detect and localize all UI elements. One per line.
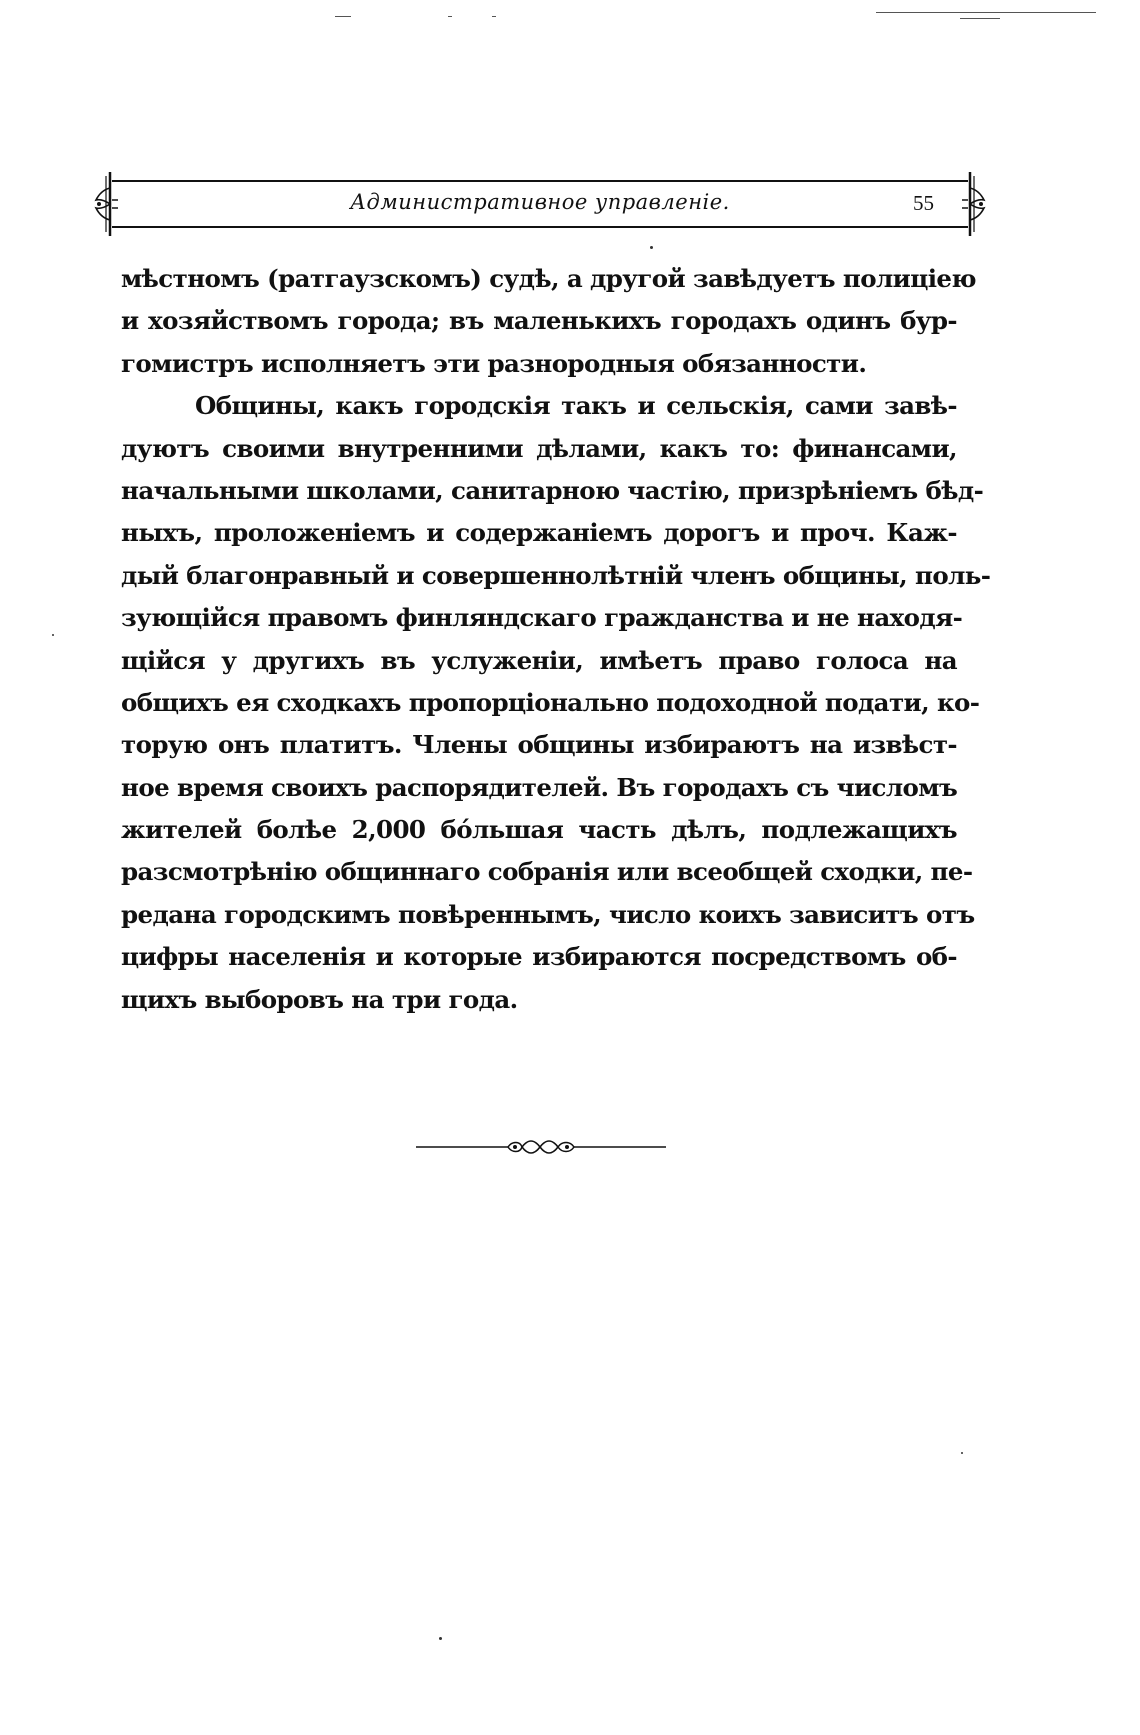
- text-line: мѣстномъ (ратгаузскомъ) судѣ, а другой завѣдуетъ полиціею: [121, 264, 976, 293]
- text-line: дуютъ своими внутренними дѣлами, какъ то: финансами,: [121, 433, 957, 463]
- scan-speck: [961, 1452, 963, 1454]
- running-header-title: Административное управленіе.: [350, 190, 730, 214]
- text-line: торую онъ платитъ. Члены общины избираютъ на извѣст-: [121, 730, 957, 760]
- page-number: 55: [913, 191, 934, 215]
- text-line: щихъ выборовъ на три года.: [121, 984, 518, 1014]
- text-line: и хозяйствомъ города; въ маленькихъ городахъ одинъ бур-: [121, 306, 957, 336]
- body-text: [121, 258, 991, 1021]
- text-line: общихъ ея сходкахъ пропорціонально подоходной подати, ко-: [121, 687, 980, 717]
- text-line: гомистръ исполняетъ эти разнородныя обязанности.: [121, 348, 867, 378]
- text-line: дый благонравный и совершеннолѣтній членъ общины, поль-: [121, 560, 991, 590]
- end-ornament: [416, 1135, 666, 1159]
- scan-mark: [448, 16, 452, 17]
- text-line: Общины, какъ городскія такъ и сельскія, сами завѣ-: [195, 391, 957, 421]
- text-line: зующійся правомъ финляндскаго гражданства и не находя-: [121, 603, 963, 633]
- scan-mark: [960, 18, 1000, 19]
- scan-mark: [492, 16, 496, 17]
- text-line: ное время своихъ распорядителей. Въ городахъ съ числомъ: [121, 772, 958, 802]
- text-line: жителей болѣе 2,000 бо́льшая часть дѣлъ, подлежащихъ: [121, 815, 957, 845]
- text-line: цифры населенія и которые избираются посредствомъ об-: [121, 942, 957, 972]
- right-bracket-ornament: [960, 170, 986, 238]
- running-header: [112, 180, 968, 228]
- scan-speck: [52, 634, 54, 636]
- text-line: начальными школами, санитарною частію, призрѣніемъ бѣд-: [121, 475, 984, 505]
- scan-mark: [876, 12, 1096, 13]
- text-line: редана городскимъ повѣреннымъ, число коихъ зависитъ отъ: [121, 899, 975, 929]
- text-line: щійся у другихъ въ услуженіи, имѣетъ право голоса на: [121, 645, 957, 675]
- scan-mark: [335, 16, 351, 17]
- scan-speck: [439, 1637, 442, 1640]
- scan-speck: [650, 246, 653, 249]
- text-line: ныхъ, проложеніемъ и содержаніемъ дорогъ и проч. Каж-: [121, 518, 957, 548]
- text-line: разсмотрѣнію общиннаго собранія или всеобщей сходки, пе-: [121, 857, 973, 887]
